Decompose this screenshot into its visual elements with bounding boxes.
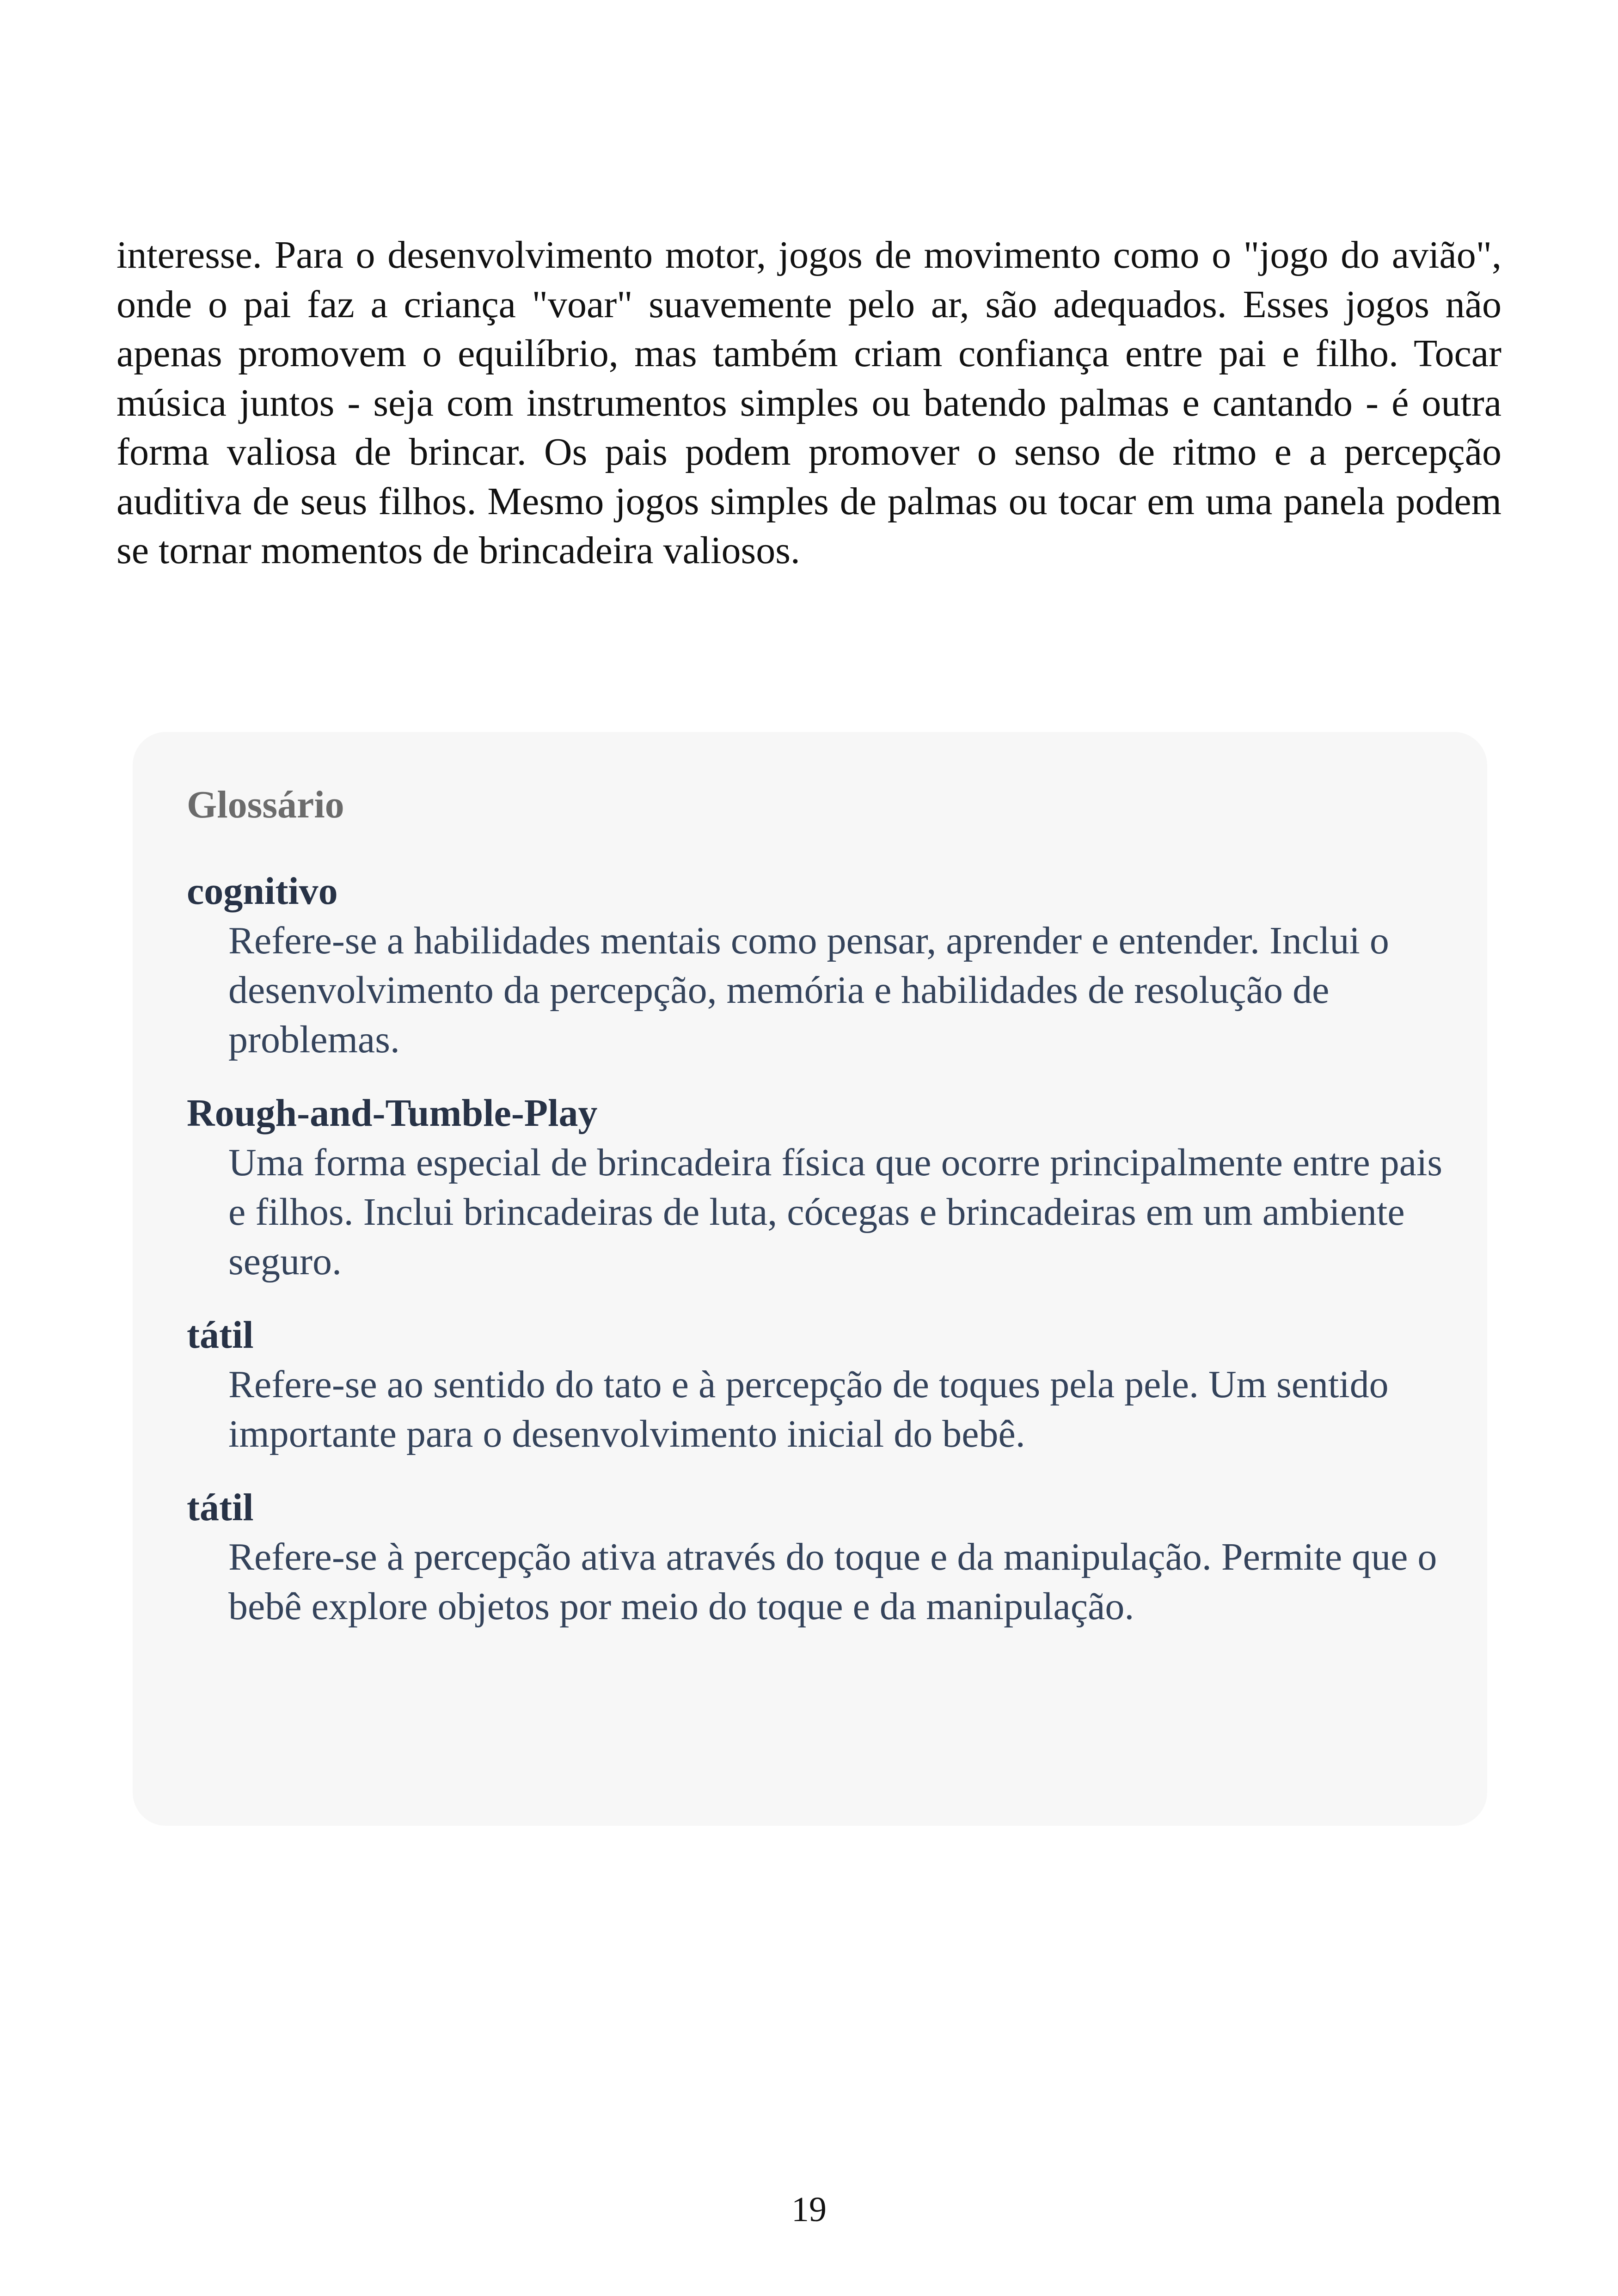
glossary-entry [187,1089,1487,1286]
glossary-box [133,732,1487,1826]
glossary-entry [187,1483,1487,1631]
glossary-entry [187,867,1487,1064]
glossary-title: Glossário [187,783,344,826]
glossary-term: tátil [187,1314,254,1357]
glossary-definition: Refere-se ao sentido do tato e à percepção de toques pela pele. Um sentido importante para o desenvolvimento inicial do bebê. [228,1363,1389,1455]
glossary-entry [187,1311,1487,1459]
page-number: 19 [791,2190,827,2229]
glossary-definition: Refere-se à percepção ativa através do toque e da manipulação. Permite que o bebê explore objetos por meio do toque e da manipulação. [228,1535,1437,1628]
glossary-term: Rough-and-Tumble-Play [187,1092,598,1135]
glossary-definition: Uma forma especial de brincadeira física que ocorre principalmente entre pais e filhos. Inclui brincadeiras de luta, cócegas e brincadeiras em um ambiente seguro. [228,1141,1443,1283]
body-paragraph: interesse. Para o desenvolvimento motor, jogos de movimento como o "jogo do avião", onde o pai faz a criança "voar" suavemente pelo ar, são adequados. Esses jogos não apenas promovem o equilíbrio, mas também criam confiança entre pai e filho. Tocar música juntos - seja com instrumentos simples ou batendo palmas e cantando - é outra forma valiosa de brincar. Os pais podem promover o senso de ritmo e a percepção auditiva de seus filhos. Mesmo jogos simples de palmas ou tocar em uma panela podem se tornar momentos de brincadeira valiosos. [116,233,1502,572]
glossary-term: tátil [187,1486,254,1529]
glossary-term: cognitivo [187,870,338,913]
glossary-definition: Refere-se a habilidades mentais como pensar, aprender e entender. Inclui o desenvolvimento da percepção, memória e habilidades de resolução de problemas. [228,919,1389,1061]
